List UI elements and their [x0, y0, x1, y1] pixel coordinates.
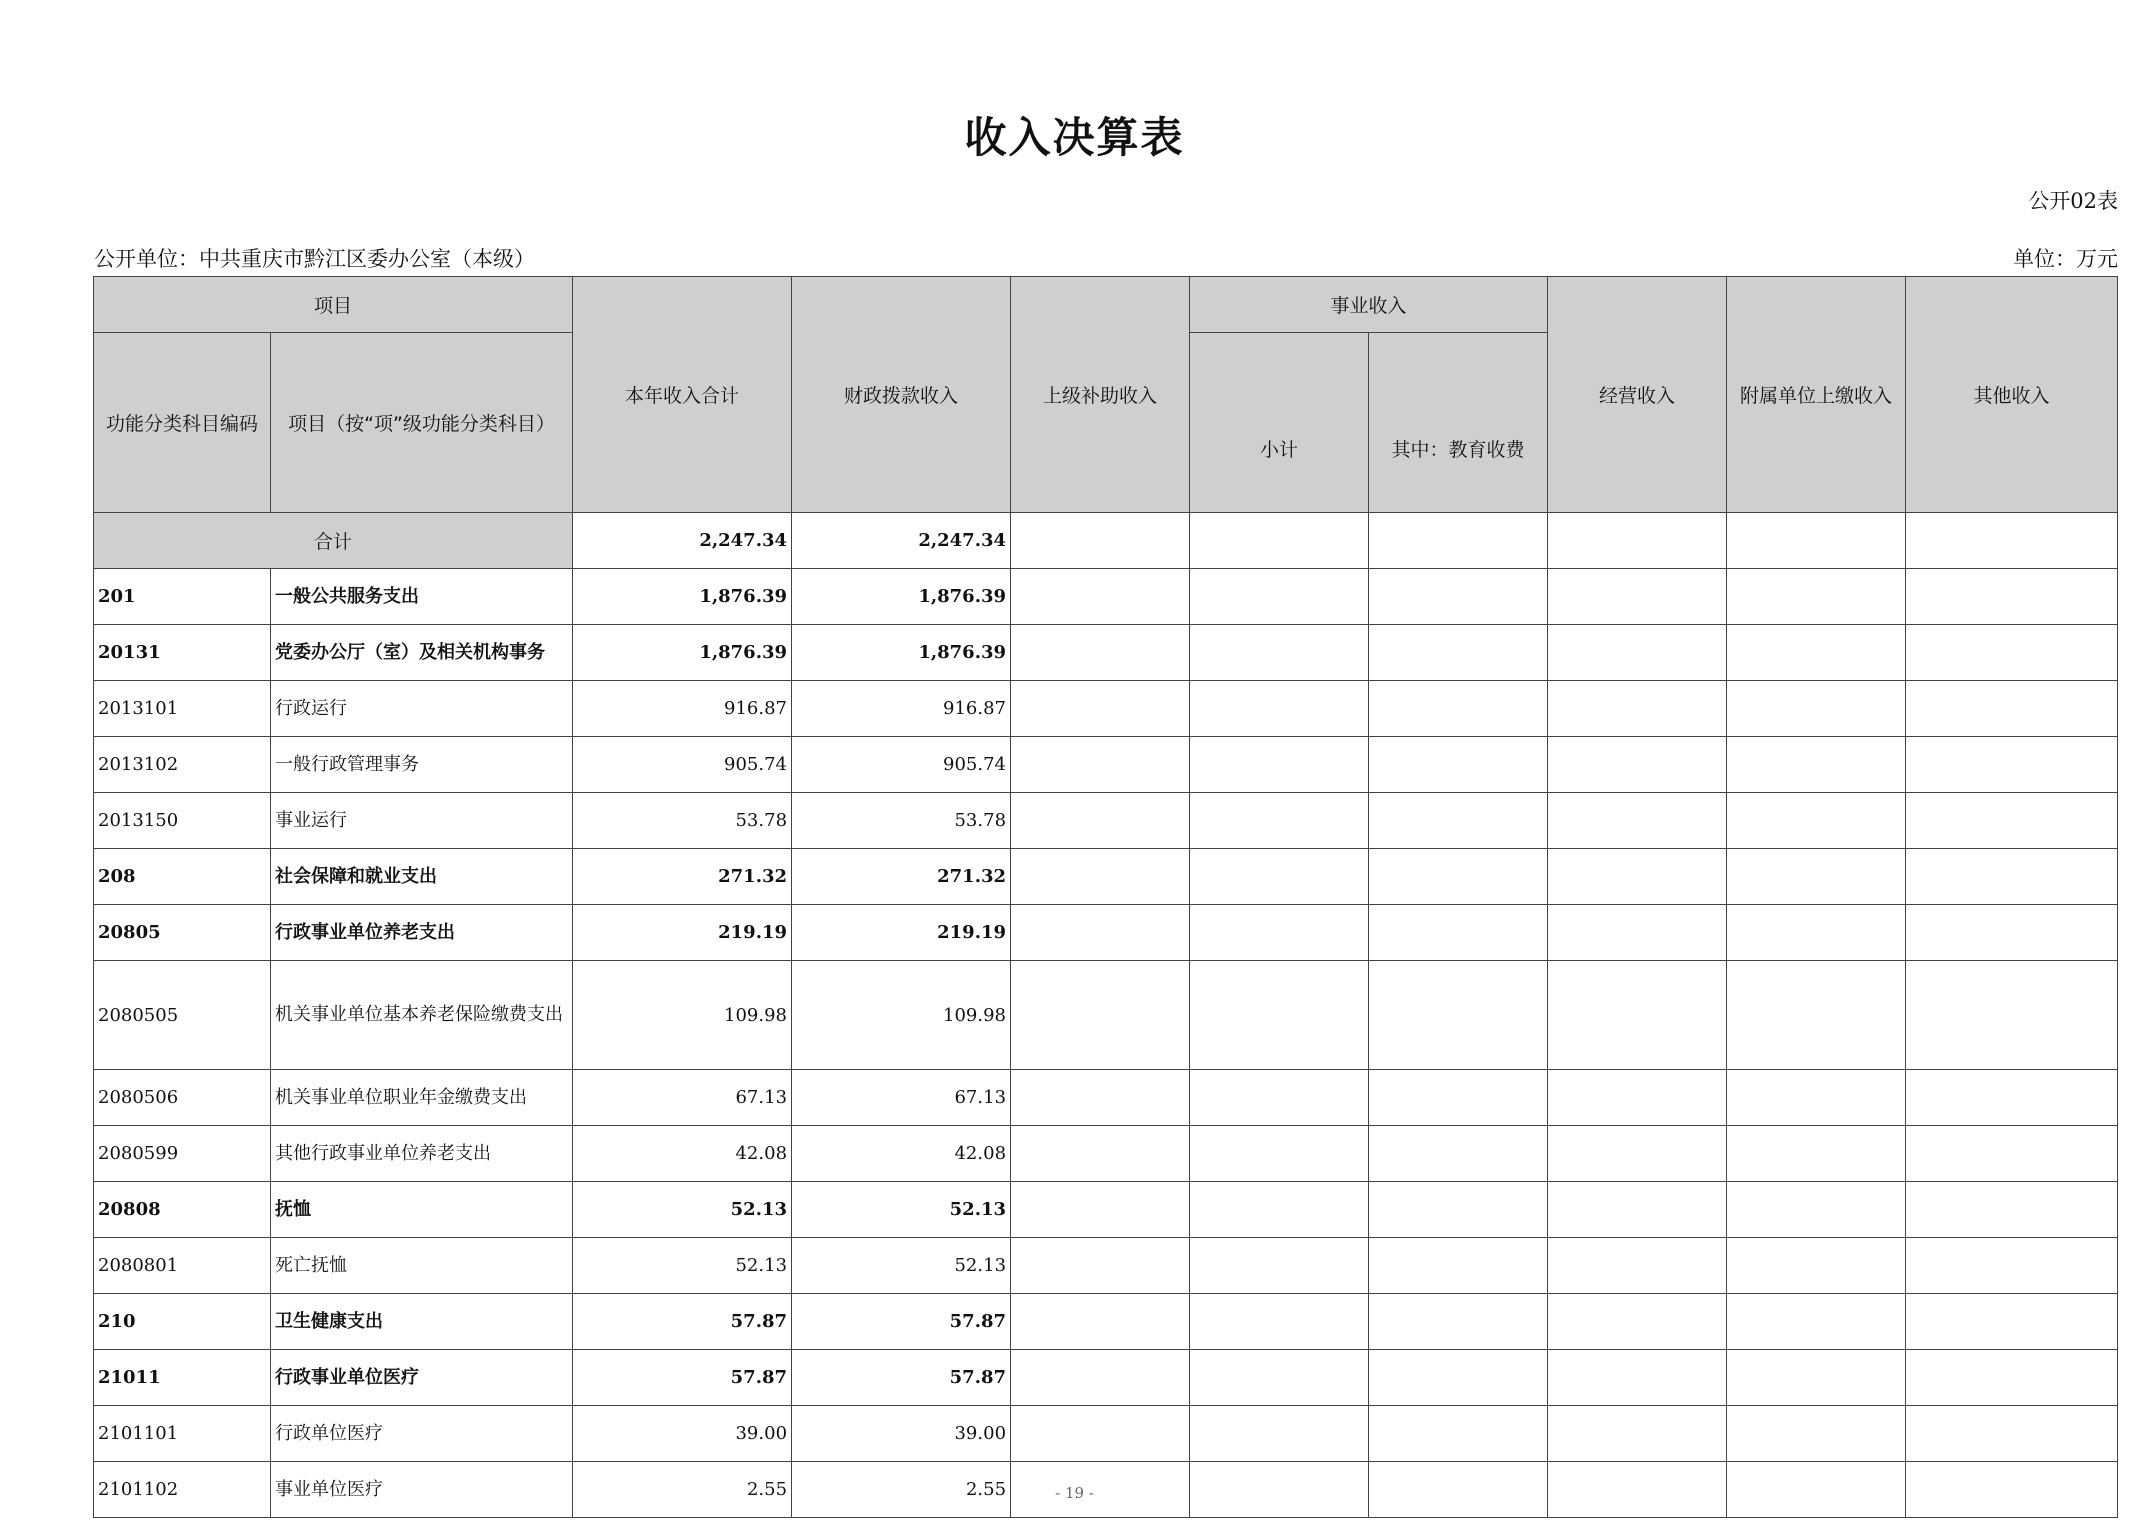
row-fiscal: 916.87 — [792, 681, 1011, 737]
row-name: 死亡抚恤 — [271, 1238, 573, 1294]
table-row — [94, 625, 2118, 681]
income-table — [93, 276, 2118, 1518]
row-fiscal: 39.00 — [792, 1406, 1011, 1462]
empty-cell — [1548, 793, 1727, 849]
row-name: 卫生健康支出 — [271, 1294, 573, 1350]
empty-cell — [1190, 569, 1369, 625]
table-row — [94, 1350, 2118, 1406]
table-row — [94, 1294, 2118, 1350]
form-number: 公开02表 — [2028, 189, 2118, 213]
empty-cell — [1369, 737, 1548, 793]
row-fiscal: 57.87 — [792, 1350, 1011, 1406]
row-name: 一般公共服务支出 — [271, 569, 573, 625]
empty-cell — [1190, 1238, 1369, 1294]
row-total: 1,876.39 — [573, 569, 792, 625]
row-code: 2080505 — [94, 961, 271, 1070]
empty-cell — [1011, 961, 1190, 1070]
empty-cell — [1727, 737, 1906, 793]
row-total: 57.87 — [573, 1294, 792, 1350]
empty-cell — [1190, 681, 1369, 737]
empty-cell — [1011, 849, 1190, 905]
empty-cell — [1369, 849, 1548, 905]
header-fiscal: 财政拨款收入 — [792, 277, 1011, 513]
row-name: 其他行政事业单位养老支出 — [271, 1126, 573, 1182]
row-fiscal: 52.13 — [792, 1238, 1011, 1294]
empty-cell — [1190, 1350, 1369, 1406]
empty-cell — [1190, 905, 1369, 961]
empty-cell — [1727, 1350, 1906, 1406]
row-name: 事业运行 — [271, 793, 573, 849]
row-code: 2080801 — [94, 1238, 271, 1294]
row-code: 20805 — [94, 905, 271, 961]
header-total: 本年收入合计 — [573, 277, 792, 513]
row-fiscal: 67.13 — [792, 1070, 1011, 1126]
header-business-subtotal: 小计 — [1190, 333, 1369, 513]
row-fiscal: 1,876.39 — [792, 625, 1011, 681]
table-row — [94, 1070, 2118, 1126]
empty-cell — [1548, 737, 1727, 793]
empty-cell — [1906, 681, 2118, 737]
row-total: 916.87 — [573, 681, 792, 737]
table-row — [94, 905, 2118, 961]
empty-cell — [1011, 905, 1190, 961]
empty-cell — [1011, 681, 1190, 737]
empty-cell — [1011, 1406, 1190, 1462]
empty-cell — [1011, 625, 1190, 681]
header-affiliated: 附属单位上缴收入 — [1727, 277, 1906, 513]
row-code: 208 — [94, 849, 271, 905]
row-name: 事业单位医疗 — [271, 1462, 573, 1518]
row-total: 57.87 — [573, 1350, 792, 1406]
row-total: 1,876.39 — [573, 625, 792, 681]
empty-cell — [1011, 1126, 1190, 1182]
empty-cell — [1548, 1182, 1727, 1238]
row-code: 210 — [94, 1294, 271, 1350]
empty-cell — [1548, 1406, 1727, 1462]
empty-cell — [1369, 681, 1548, 737]
empty-cell — [1906, 1294, 2118, 1350]
row-fiscal: 109.98 — [792, 961, 1011, 1070]
empty-cell — [1906, 905, 2118, 961]
row-code: 2013150 — [94, 793, 271, 849]
empty-cell — [1369, 1350, 1548, 1406]
row-total: 219.19 — [573, 905, 792, 961]
empty-cell — [1727, 905, 1906, 961]
header-superior: 上级补助收入 — [1011, 277, 1190, 513]
empty-cell — [1011, 1070, 1190, 1126]
row-total: 52.13 — [573, 1238, 792, 1294]
empty-cell — [1727, 1182, 1906, 1238]
empty-cell — [1727, 1406, 1906, 1462]
empty-cell — [1190, 625, 1369, 681]
row-name: 社会保障和就业支出 — [271, 849, 573, 905]
empty-cell — [1190, 1406, 1369, 1462]
empty-cell — [1011, 793, 1190, 849]
row-name: 行政单位医疗 — [271, 1406, 573, 1462]
row-fiscal: 52.13 — [792, 1182, 1011, 1238]
table-row — [94, 961, 2118, 1070]
empty-cell — [1548, 849, 1727, 905]
empty-cell — [1906, 1182, 2118, 1238]
empty-cell — [1369, 961, 1548, 1070]
empty-cell — [1548, 905, 1727, 961]
row-name: 党委办公厅（室）及相关机构事务 — [271, 625, 573, 681]
empty-cell — [1906, 1126, 2118, 1182]
empty-cell — [1369, 905, 1548, 961]
empty-cell — [1548, 569, 1727, 625]
empty-cell — [1727, 961, 1906, 1070]
row-fiscal: 57.87 — [792, 1294, 1011, 1350]
row-fiscal: 905.74 — [792, 737, 1011, 793]
row-code: 2080506 — [94, 1070, 271, 1126]
empty-cell — [1906, 737, 2118, 793]
empty-cell — [1548, 961, 1727, 1070]
empty-cell — [1369, 1070, 1548, 1126]
empty-cell — [1906, 961, 2118, 1070]
empty-cell — [1548, 681, 1727, 737]
empty-cell — [1727, 793, 1906, 849]
total-fiscal: 2,247.34 — [792, 513, 1011, 569]
table-row — [94, 793, 2118, 849]
empty-cell — [1906, 1070, 2118, 1126]
row-total: 67.13 — [573, 1070, 792, 1126]
empty-cell — [1727, 681, 1906, 737]
empty-cell — [1548, 1350, 1727, 1406]
empty-cell — [1548, 1294, 1727, 1350]
empty-cell — [1369, 1182, 1548, 1238]
row-code: 20808 — [94, 1182, 271, 1238]
row-name: 行政事业单位医疗 — [271, 1350, 573, 1406]
row-code: 20131 — [94, 625, 271, 681]
total-amount: 2,247.34 — [573, 513, 792, 569]
header-name: 项目（按“项”级功能分类科目） — [271, 333, 573, 513]
empty-cell — [1727, 1070, 1906, 1126]
page-number: - 19 - — [1055, 1484, 1094, 1502]
empty-cell — [1548, 1238, 1727, 1294]
table-row — [94, 1406, 2118, 1462]
table-row — [94, 681, 2118, 737]
table-row — [94, 1126, 2118, 1182]
empty-cell — [1906, 849, 2118, 905]
row-fiscal: 53.78 — [792, 793, 1011, 849]
total-row — [94, 513, 2118, 569]
row-total: 271.32 — [573, 849, 792, 905]
empty-cell — [1727, 1126, 1906, 1182]
row-total: 42.08 — [573, 1126, 792, 1182]
total-label: 合计 — [94, 513, 573, 569]
empty-cell — [1906, 1406, 2118, 1462]
empty-cell — [1190, 1182, 1369, 1238]
row-name: 一般行政管理事务 — [271, 737, 573, 793]
header-row-1 — [94, 277, 2118, 333]
row-name: 行政运行 — [271, 681, 573, 737]
empty-cell — [1548, 625, 1727, 681]
empty-cell — [1190, 849, 1369, 905]
row-total: 52.13 — [573, 1182, 792, 1238]
empty-cell — [1190, 961, 1369, 1070]
empty-cell — [1727, 1238, 1906, 1294]
row-name: 行政事业单位养老支出 — [271, 905, 573, 961]
empty-cell — [1548, 1070, 1727, 1126]
table-row — [94, 1238, 2118, 1294]
empty-cell — [1906, 625, 2118, 681]
currency-unit: 单位：万元 — [2013, 247, 2118, 271]
empty-cell — [1190, 1070, 1369, 1126]
row-name: 机关事业单位基本养老保险缴费支出 — [271, 961, 573, 1070]
empty-cell — [1369, 793, 1548, 849]
empty-cell — [1727, 1294, 1906, 1350]
row-name: 抚恤 — [271, 1182, 573, 1238]
header-business: 事业收入 — [1190, 277, 1548, 333]
row-total: 109.98 — [573, 961, 792, 1070]
row-code: 201 — [94, 569, 271, 625]
header-project: 项目 — [94, 277, 573, 333]
empty-cell — [1727, 849, 1906, 905]
header-other: 其他收入 — [1906, 277, 2118, 513]
empty-cell — [1011, 569, 1190, 625]
row-code: 21011 — [94, 1350, 271, 1406]
empty-cell — [1190, 737, 1369, 793]
empty-cell — [1190, 793, 1369, 849]
row-fiscal: 271.32 — [792, 849, 1011, 905]
empty-cell — [1369, 1294, 1548, 1350]
table-row — [94, 1182, 2118, 1238]
header-operating: 经营收入 — [1548, 277, 1727, 513]
empty-cell — [1727, 569, 1906, 625]
empty-cell — [1011, 1238, 1190, 1294]
row-total: 905.74 — [573, 737, 792, 793]
empty-cell — [1906, 1350, 2118, 1406]
row-total: 2.55 — [573, 1462, 792, 1518]
empty-cell — [1369, 625, 1548, 681]
reporting-unit: 公开单位：中共重庆市黔江区委办公室（本级） — [94, 247, 535, 271]
row-fiscal: 2.55 — [792, 1462, 1011, 1518]
row-fiscal: 219.19 — [792, 905, 1011, 961]
row-code: 2013101 — [94, 681, 271, 737]
empty-cell — [1011, 1350, 1190, 1406]
row-total: 53.78 — [573, 793, 792, 849]
empty-cell — [1011, 1294, 1190, 1350]
empty-cell — [1190, 1294, 1369, 1350]
empty-cell — [1011, 737, 1190, 793]
row-code: 2101101 — [94, 1406, 271, 1462]
empty-cell — [1548, 1126, 1727, 1182]
empty-cell — [1011, 1182, 1190, 1238]
row-fiscal: 1,876.39 — [792, 569, 1011, 625]
empty-cell — [1190, 1126, 1369, 1182]
table-row — [94, 849, 2118, 905]
empty-cell — [1906, 793, 2118, 849]
table-row — [94, 569, 2118, 625]
page-title: 收入决算表 — [964, 113, 1185, 162]
row-fiscal: 42.08 — [792, 1126, 1011, 1182]
row-code: 2101102 — [94, 1462, 271, 1518]
row-total: 39.00 — [573, 1406, 792, 1462]
row-code: 2013102 — [94, 737, 271, 793]
row-code: 2080599 — [94, 1126, 271, 1182]
empty-cell — [1369, 1406, 1548, 1462]
empty-cell — [1727, 625, 1906, 681]
empty-cell — [1369, 569, 1548, 625]
empty-cell — [1369, 1238, 1548, 1294]
row-name: 机关事业单位职业年金缴费支出 — [271, 1070, 573, 1126]
header-business-edu: 其中：教育收费 — [1369, 333, 1548, 513]
empty-cell — [1906, 1238, 2118, 1294]
table-row — [94, 737, 2118, 793]
empty-cell — [1906, 569, 2118, 625]
empty-cell — [1369, 1126, 1548, 1182]
header-code: 功能分类科目编码 — [94, 333, 271, 513]
